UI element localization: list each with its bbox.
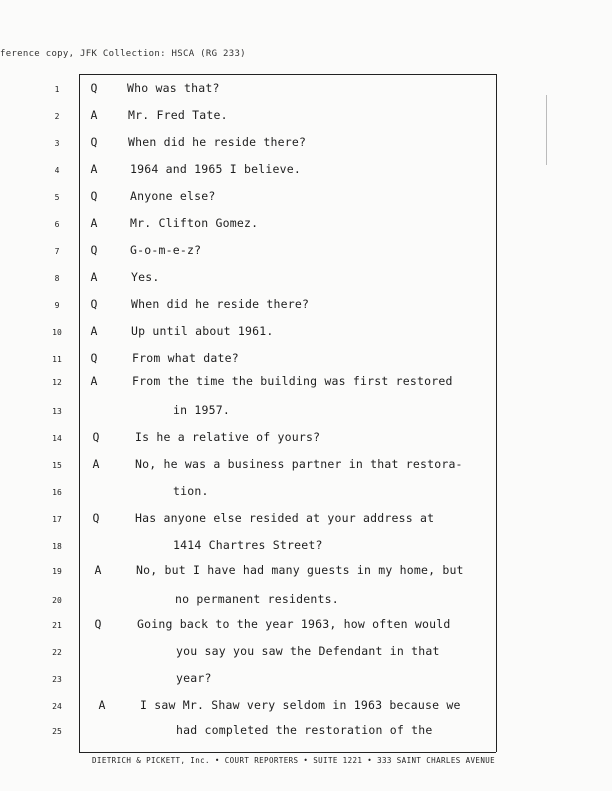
transcript-line (0, 324, 612, 344)
transcript-line (0, 351, 612, 371)
transcript-line (0, 538, 612, 558)
court-reporter-footer: DIETRICH & PICKETT, Inc. • COURT REPORTERS • SUITE 1221 • 333 SAINT CHARLES AVENUE (92, 756, 496, 765)
line-number: 17 (52, 515, 62, 524)
transcript-line (0, 484, 612, 504)
speaker-marker: Q (90, 243, 98, 257)
line-text: Going back to the year 1963, how often would (137, 617, 451, 631)
speaker-marker: Q (90, 81, 98, 95)
line-text: No, but I have had many guests in my home, but (136, 563, 464, 577)
line-number: 23 (52, 675, 62, 684)
transcript-line (0, 297, 612, 317)
line-number: 22 (52, 648, 62, 657)
speaker-marker: A (90, 108, 98, 122)
line-text: had completed the restoration of the (176, 723, 433, 737)
transcript-line (0, 723, 612, 743)
line-text: you say you saw the Defendant in that (176, 644, 440, 658)
speaker-marker: Q (94, 617, 102, 631)
line-text: in 1957. (173, 403, 230, 417)
transcript-line (0, 698, 612, 718)
line-text: I saw Mr. Shaw very seldom in 1963 because we (140, 698, 461, 712)
line-text: no permanent residents. (175, 592, 339, 606)
speaker-marker: A (90, 270, 98, 284)
line-number: 5 (54, 193, 60, 202)
line-number: 9 (54, 301, 60, 310)
line-number: 18 (52, 542, 62, 551)
transcript-line (0, 511, 612, 531)
speaker-marker: Q (90, 135, 98, 149)
line-text: tion. (173, 484, 209, 498)
line-number: 19 (52, 567, 62, 576)
line-text: Anyone else? (130, 189, 216, 203)
transcript-line (0, 457, 612, 477)
line-number: 6 (54, 220, 60, 229)
transcript-line (0, 644, 612, 664)
line-text: Is he a relative of yours? (135, 430, 321, 444)
line-number: 11 (52, 355, 62, 364)
line-number: 25 (52, 727, 62, 736)
transcript-line (0, 671, 612, 691)
transcript-line (0, 374, 612, 394)
transcript-line (0, 189, 612, 209)
line-number: 10 (52, 328, 62, 337)
transcript-line (0, 108, 612, 128)
line-number: 16 (52, 488, 62, 497)
speaker-marker: A (94, 563, 102, 577)
line-text: No, he was a business partner in that restora- (135, 457, 463, 471)
speaker-marker: Q (92, 511, 100, 525)
line-number: 3 (54, 139, 60, 148)
line-number: 12 (52, 378, 62, 387)
line-text: Mr. Clifton Gomez. (130, 216, 259, 230)
line-number: 24 (52, 702, 62, 711)
page-border-top (79, 74, 496, 75)
line-number: 2 (54, 112, 60, 121)
speaker-marker: A (90, 216, 98, 230)
speaker-marker: A (90, 162, 98, 176)
speaker-marker: Q (90, 189, 98, 203)
page-border-bottom (79, 752, 496, 753)
transcript-line (0, 162, 612, 182)
transcript-line (0, 563, 612, 583)
line-text: Mr. Fred Tate. (128, 108, 228, 122)
transcript-line (0, 403, 612, 423)
line-text: From what date? (132, 351, 239, 365)
line-text: 1964 and 1965 I believe. (130, 162, 301, 176)
transcript-line (0, 270, 612, 290)
line-text: Yes. (131, 270, 160, 284)
speaker-marker: A (98, 698, 106, 712)
transcript-line (0, 81, 612, 101)
line-text: G-o-m-e-z? (130, 243, 202, 257)
line-number: 14 (52, 434, 62, 443)
speaker-marker: A (90, 374, 98, 388)
line-number: 13 (52, 407, 62, 416)
transcript-line (0, 430, 612, 450)
line-text: Up until about 1961. (131, 324, 274, 338)
line-text: From the time the building was first restored (132, 374, 453, 388)
transcript-line (0, 135, 612, 155)
speaker-marker: A (90, 324, 98, 338)
transcript-line (0, 592, 612, 612)
line-text: When did he reside there? (131, 297, 310, 311)
speaker-marker: Q (92, 430, 100, 444)
line-text: year? (176, 671, 212, 685)
speaker-marker: Q (90, 351, 98, 365)
line-number: 7 (54, 247, 60, 256)
transcript-line (0, 617, 612, 637)
line-number: 20 (52, 596, 62, 605)
line-number: 4 (54, 166, 60, 175)
transcript-line (0, 216, 612, 236)
line-number: 21 (52, 621, 62, 630)
speaker-marker: A (92, 457, 100, 471)
speaker-marker: Q (90, 297, 98, 311)
line-number: 15 (52, 461, 62, 470)
line-text: 1414 Chartres Street? (173, 538, 323, 552)
line-text: Has anyone else resided at your address at (135, 511, 435, 525)
line-text: When did he reside there? (128, 135, 307, 149)
line-number: 1 (54, 85, 60, 94)
line-text: Who was that? (127, 81, 220, 95)
transcript-line (0, 243, 612, 263)
collection-header: ference copy, JFK Collection: HSCA (RG 233) (0, 49, 246, 59)
line-number: 8 (54, 274, 60, 283)
